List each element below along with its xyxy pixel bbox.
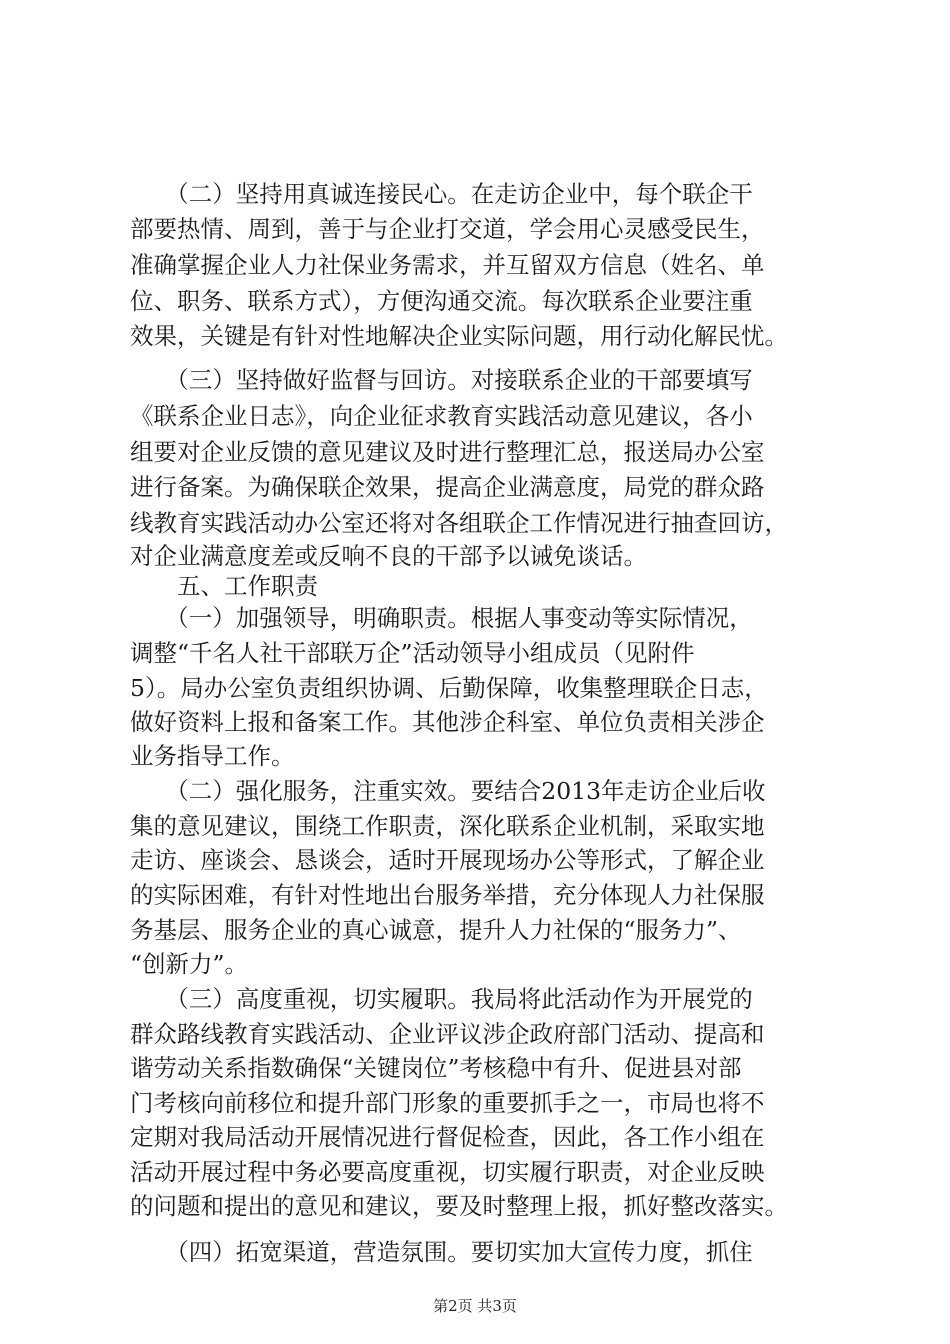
- paragraph-line: 效果，关键是有针对性地解决企业实际问题，用行动化解民忧。: [130, 322, 788, 350]
- section-heading: 五、工作职责: [130, 572, 318, 600]
- paragraph-line: 的实际困难，有针对性地出台服务举措，充分体现人力社保服: [130, 881, 765, 909]
- paragraph-line: 做好资料上报和备案工作。其他涉企科室、单位负责相关涉企: [130, 708, 765, 736]
- paragraph-line: （四）拓宽渠道，营造氛围。要切实加大宣传力度，抓住: [130, 1238, 753, 1266]
- paragraph-line: 群众路线教育实践活动、企业评议涉企政府部门活动、提高和: [130, 1020, 765, 1048]
- paragraph-line: （二）坚持用真诚连接民心。在走访企业中，每个联企干: [130, 180, 753, 208]
- paragraph-line: 部要热情、周到，善于与企业打交道，学会用心灵感受民生，: [130, 215, 765, 243]
- paragraph-line: 的问题和提出的意见和建议，要及时整理上报，抓好整改落实。: [130, 1192, 788, 1220]
- paragraph-line: 对企业满意度差或反响不良的干部予以诫免谈话。: [130, 542, 647, 570]
- paragraph-line: 组要对企业反馈的意见建议及时进行整理汇总，报送局办公室: [130, 438, 765, 466]
- paragraph-line: 调整“千名人社干部联万企”活动领导小组成员（见附件: [130, 639, 695, 667]
- paragraph-line: 位、职务、联系方式），方便沟通交流。每次联系企业要注重: [130, 287, 753, 315]
- paragraph-line: 线教育实践活动办公室还将对各组联企工作情况进行抽查回访，: [130, 509, 788, 537]
- paragraph-line: （一）加强领导，明确职责。根据人事变动等实际情况，: [130, 604, 753, 632]
- page-number-footer: 第2页 共3页: [433, 1297, 517, 1315]
- paragraph-line: “创新力”。: [130, 950, 249, 978]
- paragraph-line: 谐劳动关系指数确保“关键岗位”考核稳中有升、促进县对部: [130, 1054, 742, 1082]
- paragraph-line: 集的意见建议，围绕工作职责，深化联系企业机制，采取实地: [130, 812, 765, 840]
- paragraph-line: （二）强化服务，注重实效。要结合2013年走访企业后收: [130, 777, 766, 805]
- paragraph-line: 务基层、服务企业的真心诚意，提升人力社保的“服务力”、: [130, 916, 742, 944]
- paragraph-line: 门考核向前移位和提升部门形象的重要抓手之一，市局也将不: [130, 1089, 765, 1117]
- paragraph-line: 走访、座谈会、恳谈会，适时开展现场办公等形式，了解企业: [130, 846, 765, 874]
- paragraph-line: 活动开展过程中务必要高度重视，切实履行职责，对企业反映: [130, 1158, 765, 1186]
- paragraph-line: 业务指导工作。: [130, 742, 295, 770]
- paragraph-line: （三）坚持做好监督与回访。对接联系企业的干部要填写: [130, 366, 753, 394]
- paragraph-line: 《联系企业日志》，向企业征求教育实践活动意见建议，各小: [130, 402, 753, 430]
- paragraph-line: 定期对我局活动开展情况进行督促检查，因此，各工作小组在: [130, 1123, 765, 1151]
- paragraph-line: 5）。局办公室负责组织协调、后勤保障，收集整理联企日志，: [130, 674, 768, 702]
- paragraph-line: （三）高度重视，切实履职。我局将此活动作为开展党的: [130, 985, 753, 1013]
- paragraph-line: 准确掌握企业人力社保业务需求，并互留双方信息（姓名、单: [130, 251, 765, 279]
- paragraph-line: 进行备案。为确保联企效果，提高企业满意度，局党的群众路: [130, 473, 765, 501]
